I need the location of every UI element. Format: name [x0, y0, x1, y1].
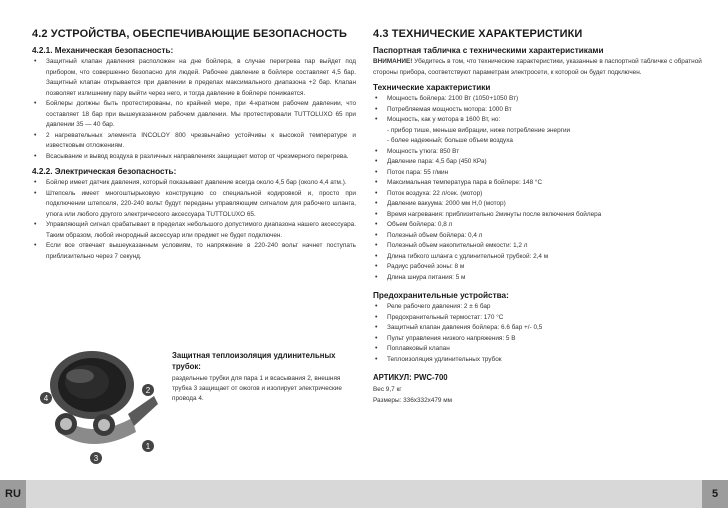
- safety-devices-heading: Предохранительные устройства:: [373, 291, 509, 300]
- page-number: 5: [702, 480, 728, 508]
- list-item: • Максимальная температура пара в бойлере: 148 °С: [373, 178, 703, 189]
- figure-caption: [172, 350, 358, 404]
- electrical-safety-list: [32, 178, 356, 262]
- list-item: • Полезный объем бойлера: 0,4 л: [373, 231, 703, 242]
- hose-cross-section-figure: [32, 340, 162, 470]
- list-item: • Потребляемая мощность мотора: 1000 Вт: [373, 105, 703, 116]
- list-item: • Мощность бойлера: 2100 Вт (1050+1050 Вт): [373, 94, 703, 105]
- svg-text:2: 2: [145, 386, 151, 395]
- list-item: • Пульт управления низкого напряжения: 5 В: [373, 334, 703, 345]
- tech-specs-heading: Технические характеристики: [373, 83, 491, 92]
- list-item: • Предохранительный термостат: 170 °С: [373, 313, 703, 324]
- list-item: • Бойлеры должны быть протестированы, по крайней мере, при 4-кратном рабочем давлении, что составляет 18 бар при вышеуказанном рабочем давлении. Мы протестировали TUTTOLUXO 65 при давлении 35 — 40 бар.: [32, 99, 356, 131]
- passport-text: [373, 57, 703, 78]
- language-tab: RU: [0, 480, 26, 508]
- callout-4: [40, 392, 52, 404]
- list-item: • 2 нагревательных элемента INCOLOY 800 чрезвычайно устойчивы к высокой температуре и известковым отложениям.: [32, 131, 356, 152]
- list-item: • Время нагревания: приблизительно 2минуты после включения бойлера: [373, 210, 703, 221]
- list-subnote: - более надежный; больше объем воздуха: [387, 137, 513, 144]
- list-item: • Всасывание и вывод воздуха в различных направлениях защищает мотор от чрезмерного перегрева.: [32, 152, 356, 163]
- list-item: • Поток воздуха: 22 л/сек. (мотор): [373, 189, 703, 200]
- mechanical-safety-list: [32, 57, 356, 162]
- footer-bar: [0, 480, 728, 508]
- svg-text:4: 4: [43, 394, 49, 403]
- electrical-safety-heading: 4.2.2. Электрическая безопасность:: [32, 167, 177, 176]
- callout-3: [90, 452, 102, 464]
- svg-text:1: 1: [145, 442, 151, 451]
- list-item-text: • Мощность, как у мотора в 1600 Вт, но:: [387, 116, 501, 123]
- section-title-specs: 4.3 ТЕХНИЧЕСКИЕ ХАРАКТЕРИСТИКИ: [373, 28, 583, 40]
- safety-devices-list: [373, 302, 703, 365]
- list-item: • Длина гибкого шланга с удлинительной трубкой: 2,4 м: [373, 252, 703, 263]
- hose-illustration: [32, 340, 162, 470]
- svg-text:3: 3: [93, 454, 99, 463]
- list-item: • Мощность утюга: 850 Вт: [373, 147, 703, 158]
- left-column: [32, 28, 356, 262]
- callout-1: [142, 440, 154, 452]
- list-item: • Штепсель имеет многоштырьковую конструкцию со специальной кодировкой и, просто при подключении штепселя, 220-240 вольт будут переданы управляющим сигналом для рабочего шланга, утюга или любого другого электрического аксессуара TUTTOLUXO 65.: [32, 189, 356, 221]
- list-item: [373, 115, 703, 147]
- list-item: • Если все отвечает вышеуказанным условиям, то напряжение в 220-240 вольт начнет поступать приблизительно через 7 секунд.: [32, 241, 356, 262]
- passport-body: Убедитесь в том, что технические характеристики, указанные в паспортной табличке с обратной стороны прибора, соответствуют параметрам электросети, к которой он будет подключен.: [373, 58, 702, 76]
- tech-specs-list: [373, 94, 703, 283]
- passport-heading: Паспортная табличка с техническими характеристиками: [373, 46, 604, 55]
- list-item: • Поплавковый клапан: [373, 344, 703, 355]
- list-item: • Защитный клапан давления бойлера: 6.6 бар +/- 0,5: [373, 323, 703, 334]
- warning-label: ВНИМАНИЕ!: [373, 58, 413, 65]
- list-item: • Объем бойлера: 0,8 л: [373, 220, 703, 231]
- mechanical-safety-heading: 4.2.1. Механическая безопасность:: [32, 46, 174, 55]
- figure-caption-text: раздельные трубки для пара 1 и всасывания 2, внешняя трубка 3 защищает от ожогов и изолирует электрические провода 4.: [172, 375, 342, 402]
- list-item: • Давление вакуума: 2000 мм Н,0 (мотор): [373, 199, 703, 210]
- list-item: • Длина шнура питания: 5 м: [373, 273, 703, 284]
- list-item: • Реле рабочего давления: 2 ± 6 бар: [373, 302, 703, 313]
- list-item: • Бойлер имеет датчик давления, который показывает давление всегда около 4,5 бар (около 4,4 атм.).: [32, 178, 356, 189]
- list-item: • Управляющий сигнал срабатывает в пределах небольшого допустимого диапазона нашего аксессуара. Таким образом, любой инородный аксессуар или предмет не будет подключен.: [32, 220, 356, 241]
- right-column: [373, 28, 703, 406]
- list-subnote: - прибор тише, меньше вибрации, ниже потребление энергии: [387, 126, 571, 134]
- callout-2: [142, 384, 154, 396]
- article-number: АРТИКУЛ: PWC-700: [373, 373, 448, 382]
- weight: Вес 9,7 кг: [373, 386, 402, 393]
- section-title-safety: 4.2 УСТРОЙСТВА, ОБЕСПЕЧИВАЮЩИЕ БЕЗОПАСНОСТЬ: [32, 28, 348, 40]
- list-item: • Защитный клапан давления расположен на дне бойлера, в случае перегрева пар выйдет под прибором, что совершенно безопасно для людей. Рабочее давление в бойлере составляет 4,5 бар. Защитный клапан открывается при давлении в пределах максимального диапазона +2 бар. Клапан позволяет излишнему пару выйти через него, и тогда давление в бойлере понижается.: [32, 57, 356, 99]
- list-item: • Теплоизоляция удлинительных трубок: [373, 355, 703, 366]
- figure-caption-title: Защитная теплоизоляция удлинительных трубок:: [172, 351, 336, 371]
- list-item: • Поток пара: 55 г/мин: [373, 168, 703, 179]
- list-item: • Давление пара: 4,5 бар (450 КРа): [373, 157, 703, 168]
- list-item: • Полезный объем накопительной емкости: 1,2 л: [373, 241, 703, 252]
- dimensions: Размеры: 336x332x479 мм: [373, 396, 453, 404]
- list-item: • Радиус рабочей зоны: 8 м: [373, 262, 703, 273]
